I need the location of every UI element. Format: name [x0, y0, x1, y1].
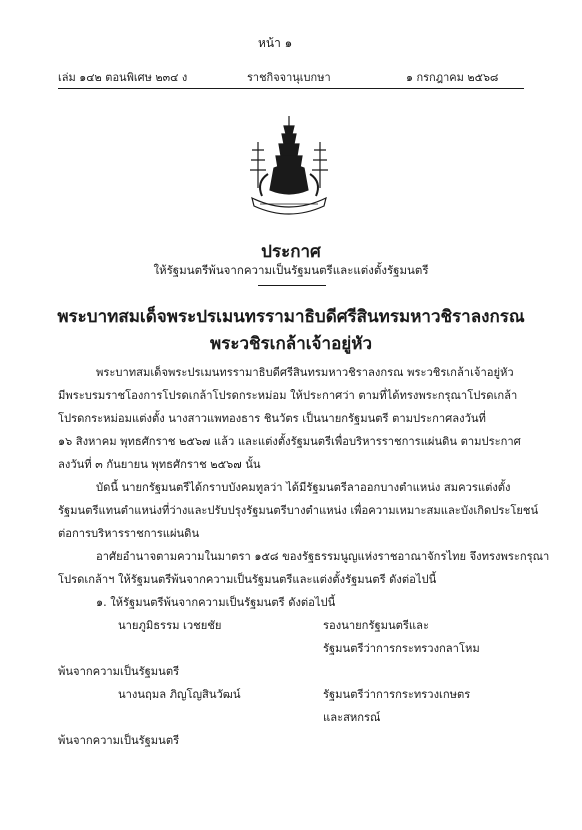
paragraph-1-line: ๑๖ สิงหาคม พุทธศักราช ๒๕๖๗ แล้ว และแต่งตั้งรัฐมนตรีเพื่อบริหารราชการแผ่นดิน ตามประกาศ [58, 435, 521, 448]
item-1-heading: ๑. ให้รัฐมนตรีพ้นจากความเป็นรัฐมนตรี ดังต่อไปนี้ [96, 596, 336, 609]
entry-name: นายภูมิธรรม เวชยชัย [118, 619, 222, 632]
entry-position: รองนายกรัฐมนตรีและ [323, 619, 430, 632]
paragraph-1-line: โปรดกระหม่อมแต่งตั้ง นางสาวแพทองธาร ชินวัตร เป็นนายกรัฐมนตรี ตามประกาศลงวันที่ [58, 412, 486, 425]
gazette-name: ราชกิจจานุเบกษา [247, 71, 331, 84]
page-number: หน้า ๑ [258, 36, 293, 50]
paragraph-1-line: มีพระบรมราชโองการโปรดเกล้าโปรดกระหม่อม ให้ประกาศว่า ตามที่ได้ทรงพระกรุณาโปรดเกล้า [58, 389, 518, 402]
entry-position: รัฐมนตรีว่าการกระทรวงเกษตร [323, 688, 471, 701]
royal-garuda-emblem-icon [238, 112, 340, 222]
paragraph-1-line: พระบาทสมเด็จพระปรเมนทรรามาธิบดีศรีสินทรมหาวชิราลงกรณ พระวชิรเกล้าเจ้าอยู่หัว [96, 366, 514, 379]
header-divider [58, 88, 524, 89]
entry-result: พ้นจากความเป็นรัฐมนตรี [58, 734, 180, 747]
issuer-line-2: พระวชิรเกล้าเจ้าอยู่หัว [210, 334, 372, 354]
volume-issue: เล่ม ๑๔๒ ตอนพิเศษ ๒๓๔ ง [58, 71, 188, 84]
paragraph-2-line: ต่อการบริหารราชการแผ่นดิน [58, 527, 200, 540]
paragraph-3-line: โปรดเกล้าฯ ให้รัฐมนตรีพ้นจากความเป็นรัฐมนตรีและแต่งตั้งรัฐมนตรี ดังต่อไปนี้ [58, 573, 437, 586]
announcement-title: ประกาศ [261, 242, 321, 262]
entry-position: รัฐมนตรีว่าการกระทรวงกลาโหม [323, 642, 480, 655]
entry-name: นางนฤมล ภิญโญสินวัฒน์ [118, 688, 241, 701]
issuer-line-1: พระบาทสมเด็จพระปรเมนทรรามาธิบดีศรีสินทรมหาวชิราลงกรณ [57, 307, 525, 327]
publication-date: ๑ กรกฎาคม ๒๕๖๘ [406, 71, 499, 84]
entry-position: และสหกรณ์ [323, 711, 381, 724]
announcement-subject: ให้รัฐมนตรีพ้นจากความเป็นรัฐมนตรีและแต่งตั้งรัฐมนตรี [153, 263, 429, 277]
paragraph-1-line: ลงวันที่ ๓ กันยายน พุทธศักราช ๒๕๖๗ นั้น [58, 458, 261, 471]
paragraph-2-line: รัฐมนตรีแทนตำแหน่งที่ว่างและปรับปรุงรัฐมนตรีบางตำแหน่ง เพื่อความเหมาะสมและบังเกิดประโยชน์ [58, 504, 539, 517]
paragraph-2-line: บัดนี้ นายกรัฐมนตรีได้กราบบังคมทูลว่า ได้มีรัฐมนตรีลาออกบางตำแหน่ง สมควรแต่งตั้ง [96, 481, 511, 494]
paragraph-3-line: อาศัยอำนาจตามความในมาตรา ๑๕๘ ของรัฐธรรมนูญแห่งราชอาณาจักรไทย จึงทรงพระกรุณา [96, 550, 550, 563]
title-divider [258, 285, 326, 286]
entry-result: พ้นจากความเป็นรัฐมนตรี [58, 665, 180, 678]
